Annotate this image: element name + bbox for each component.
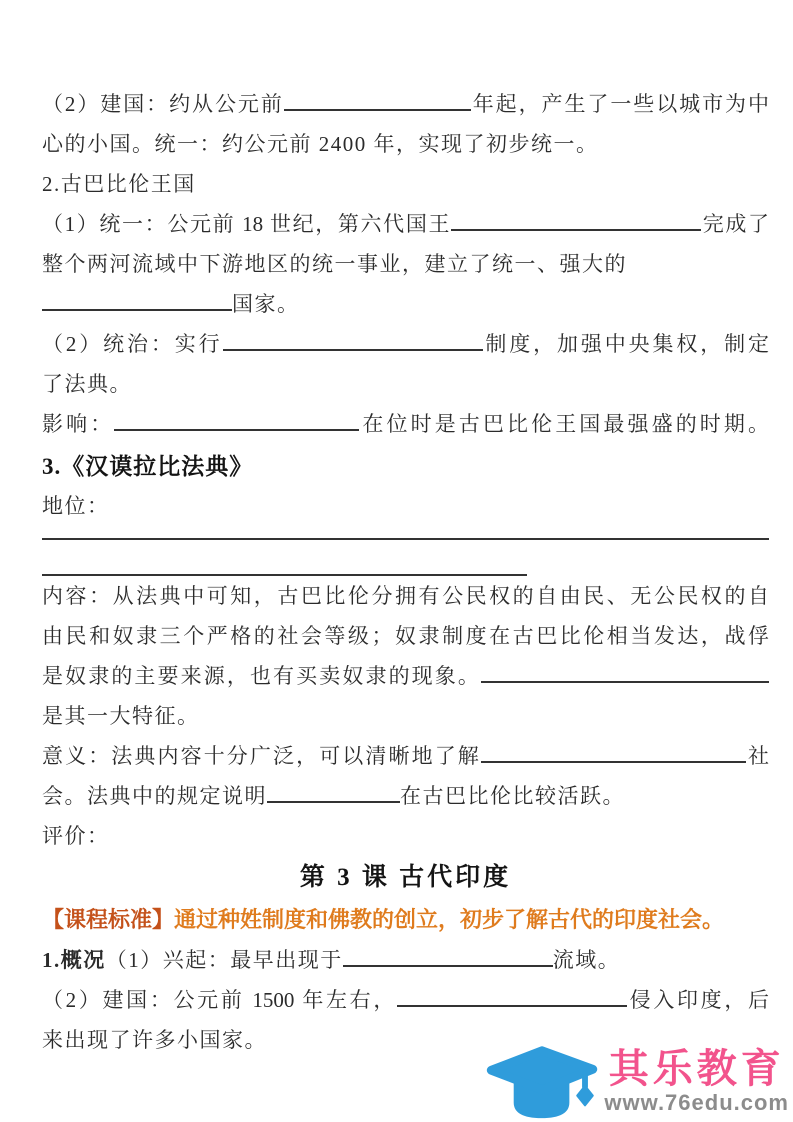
line-code-evaluation-label: [42, 816, 769, 856]
text-segment: 整个两河流域中下游地区的统一事业，建立了统一、强大的: [42, 252, 627, 276]
text-segment: 社: [745, 744, 770, 768]
fill-in-blank-line: [42, 524, 769, 540]
text-segment: 年起，产生了一些以城市为中: [470, 92, 769, 116]
line-code-content-1: [42, 576, 769, 616]
line-code-heading: [42, 446, 769, 488]
text-segment: 来出现了许多小国家。: [42, 1028, 267, 1052]
text-segment: （2）建国：公元前 1500 年左右，: [42, 988, 397, 1012]
fill-in-blank: [223, 347, 483, 351]
text-segment: 评价：: [42, 824, 110, 848]
line-babylon-rule-2: [42, 364, 769, 404]
text-segment: 是其一大特征。: [42, 704, 200, 728]
text-segment: 国家。: [232, 292, 300, 316]
line-sumer-founding-2: [42, 124, 769, 164]
line-code-meaning-1: [42, 736, 769, 776]
text-segment: 在古巴比伦比较活跃。: [400, 784, 625, 808]
lesson-3-title: [42, 856, 769, 900]
text-segment: 是奴隶的主要来源，也有买卖奴隶的现象。: [42, 664, 481, 688]
line-babylon-impact: [42, 404, 769, 444]
course-standard-text: 通过种姓制度和佛教的创立，初步了解古代的印度社会。: [174, 907, 725, 932]
line-code-content-4: [42, 696, 769, 736]
line-code-content-2: [42, 616, 769, 656]
fill-in-blank: [451, 227, 701, 231]
text-segment: 侵入印度，后: [627, 988, 769, 1012]
line-course-standard: [42, 900, 769, 940]
line-babylon-unify-1: [42, 204, 769, 244]
text-segment: 在位时是古巴比伦王国最强盛的时期。: [359, 412, 770, 436]
text-segment: 心的小国。统一：约公元前 2400 年，实现了初步统一。: [42, 132, 599, 156]
text-segment: 内容：从法典中可知，古巴比伦分拥有公民权的自由民、无公民权的自: [42, 584, 769, 608]
document-body: [42, 84, 769, 1060]
text-segment: 地位：: [42, 494, 110, 518]
graduation-cap-icon: [482, 1038, 604, 1122]
text-segment: 意义：法典内容十分广泛，可以清晰地了解: [42, 744, 481, 768]
fill-in-blank: [42, 307, 232, 311]
overview-heading-text: 1.概况: [42, 948, 106, 972]
logo-brand-text: 其乐教育: [608, 1047, 785, 1091]
text-segment: （2）建国：约从公元前: [42, 92, 284, 116]
text-segment: 会。法典中的规定说明: [42, 784, 267, 808]
fill-in-blank-line: [42, 540, 527, 576]
line-babylon-unify-3: [42, 284, 769, 324]
text-segment: 由民和奴隶三个严格的社会等级；奴隶制度在古巴比伦相当发达，战俘: [42, 624, 769, 648]
line-babylon-rule-1: [42, 324, 769, 364]
footer-logo: [482, 1038, 789, 1122]
line-babylon-unify-2: [42, 244, 769, 284]
course-standard-label: 【课程标准】: [42, 907, 175, 932]
line-sumer-founding-1: [42, 84, 769, 124]
fill-in-blank: [481, 679, 769, 683]
fill-in-blank: [114, 427, 359, 431]
section-heading-text: 3.《汉谟拉比法典》: [42, 454, 254, 479]
text-segment: 影响：: [42, 412, 115, 436]
fill-in-blank: [397, 1003, 627, 1007]
fill-in-blank: [267, 799, 400, 803]
text-segment: 完成了: [701, 212, 770, 236]
line-code-content-3: [42, 656, 769, 696]
text-segment: （2）统治：实行: [42, 332, 223, 356]
text-segment: 流域。: [552, 948, 621, 972]
lesson-title-text: 第 3 课 古代印度: [299, 864, 512, 891]
line-india-overview: [42, 940, 769, 980]
line-code-meaning-2: [42, 776, 769, 816]
line-india-founding-1: [42, 980, 769, 1020]
text-segment: （1）兴起：最早出现于: [105, 948, 343, 972]
fill-in-blank: [343, 963, 553, 967]
text-segment: 制度，加强中央集权，制定: [482, 332, 769, 356]
logo-website-url: www.76edu.com: [604, 1090, 789, 1115]
text-segment: 了法典。: [42, 372, 132, 396]
text-segment: 2.古巴比伦王国: [42, 172, 196, 196]
fill-in-blank: [481, 759, 746, 763]
line-babylon-heading: [42, 164, 769, 204]
fill-in-blank: [284, 107, 471, 111]
text-segment: （1）统一：公元前 18 世纪，第六代国王: [42, 212, 452, 236]
line-code-status-label: [42, 488, 769, 524]
logo-text-block: [604, 1046, 789, 1114]
